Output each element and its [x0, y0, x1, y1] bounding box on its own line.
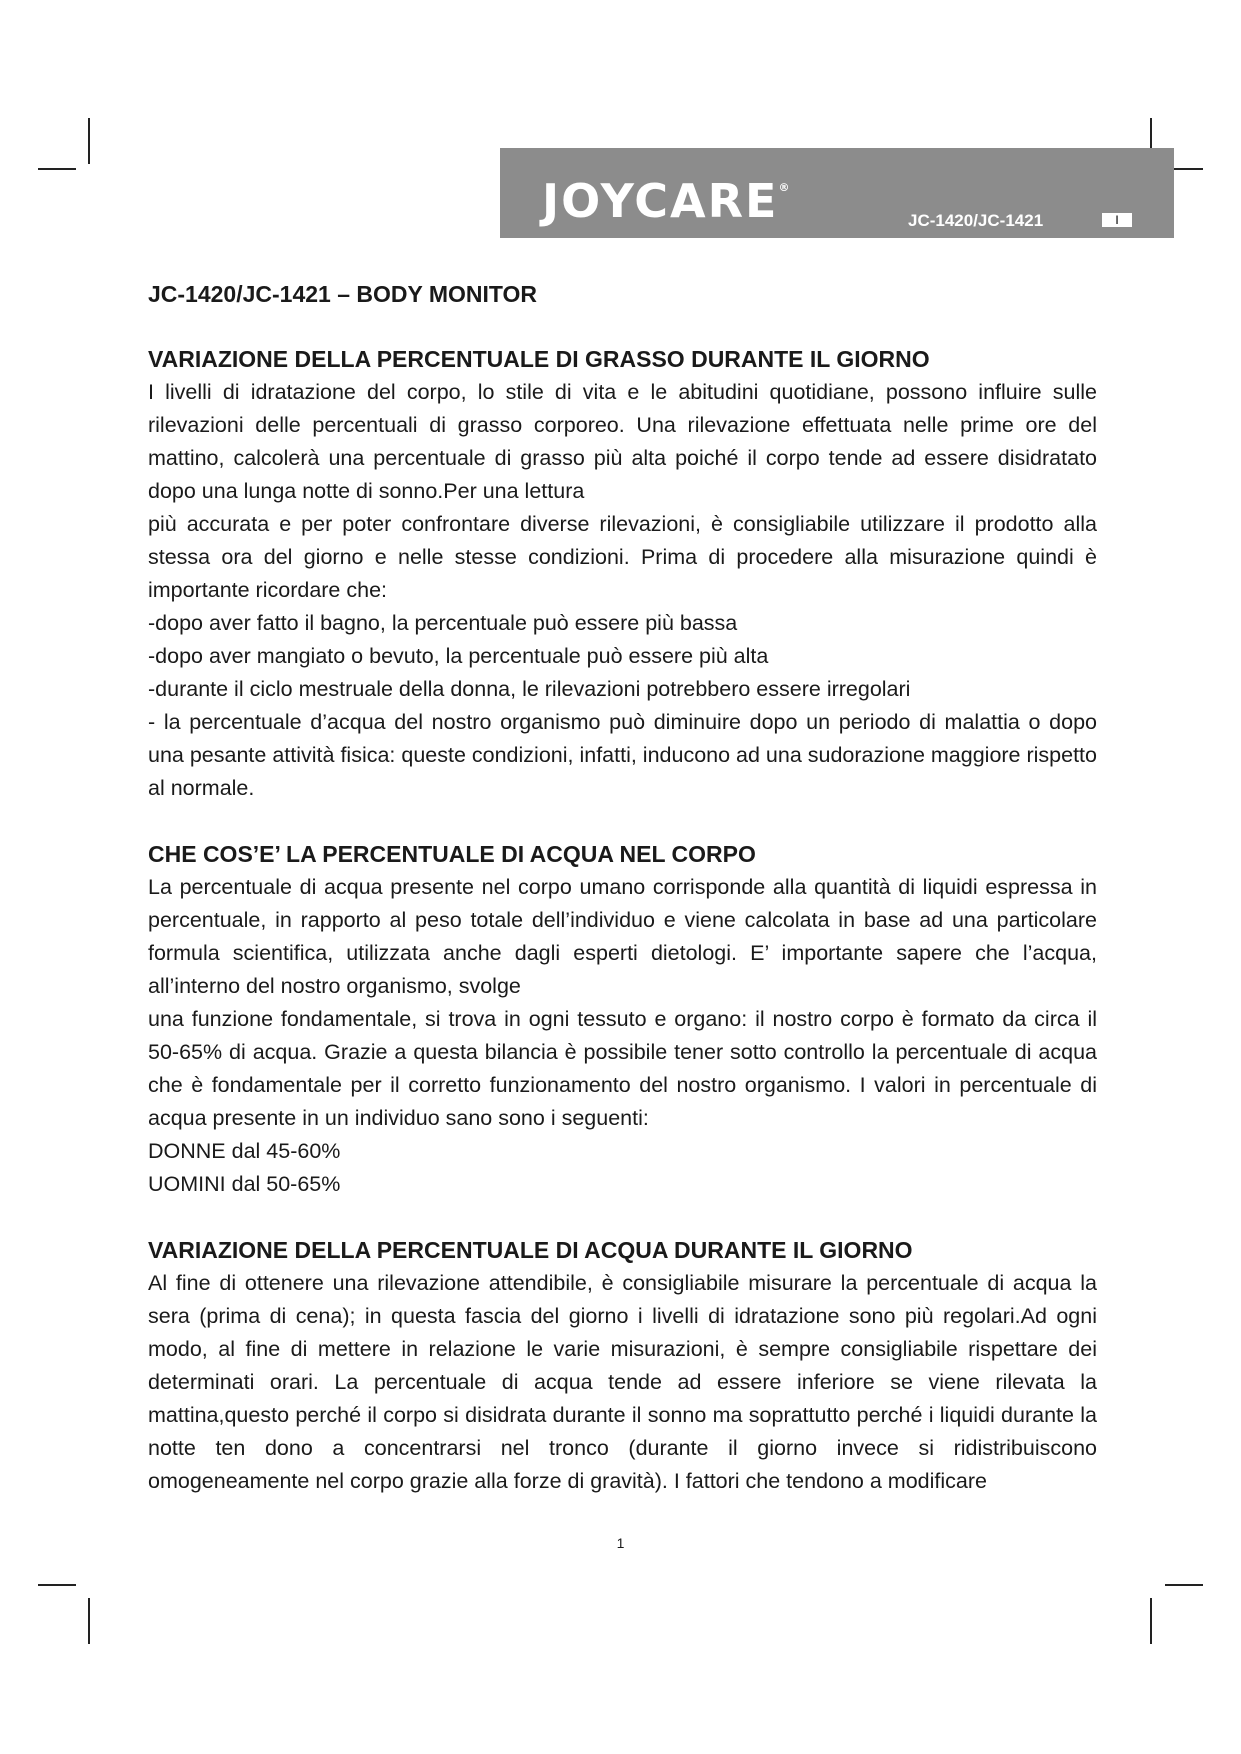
brand-name: JOYCARE — [542, 174, 779, 228]
list-item: DONNE dal 45-60% — [148, 1139, 341, 1163]
section-spacer — [148, 1201, 1097, 1234]
section-title: VARIAZIONE DELLA PERCENTUALE DI GRASSO DURANTE IL GIORNO — [148, 346, 930, 372]
paragraph: La percentuale di acqua presente nel corpo umano corrisponde alla quantità di liquidi espressa in percentuale, in rapporto al peso totale dell’individuo e viene calcolata in base ad una particolare formula scientifica, utilizzata anche dagli esperti dietologi. E’ importante sapere che l’acqua, all’interno del nostro organismo, svolge — [148, 875, 1097, 998]
crop-mark-top-left-vertical — [88, 118, 90, 164]
section-water-variation — [148, 1234, 1097, 1498]
document-title: JC-1420/JC-1421 – BODY MONITOR — [148, 281, 538, 307]
list-item: UOMINI dal 50-65% — [148, 1172, 341, 1196]
section-spacer — [148, 805, 1097, 838]
paragraph: - la percentuale d’acqua del nostro organismo può diminuire dopo un periodo di malattia o dopo una pesante attività fisica: queste condizioni, infatti, inducono ad una sudorazione maggiore rispetto al normale. — [148, 710, 1097, 800]
language-badge: I — [1102, 213, 1132, 227]
paragraph: una funzione fondamentale, si trova in ogni tessuto e organo: il nostro corpo è formato da circa il 50-65% di acqua. Grazie a questa bilancia è possibile tener sotto controllo la percentuale di acqua che è fondamentale per il corretto funzionamento del nostro organismo. I valori in percentuale di acqua presente in un individuo sano sono i seguenti: — [148, 1007, 1097, 1130]
brand-logo — [542, 174, 790, 228]
list-item: -dopo aver mangiato o bevuto, la percentuale può essere più alta — [148, 644, 769, 668]
crop-mark-bottom-right-horizontal — [1165, 1584, 1203, 1586]
crop-mark-bottom-right-vertical — [1150, 1598, 1152, 1644]
section-water-percentage — [148, 838, 1097, 1201]
model-code: JC-1420/JC-1421 — [908, 211, 1044, 230]
header-band — [500, 148, 1174, 238]
section-fat-variation — [148, 343, 1097, 805]
registered-mark: ® — [778, 181, 790, 194]
list-item: -dopo aver fatto il bagno, la percentuale può essere più bassa — [148, 611, 738, 635]
crop-mark-bottom-left-horizontal — [38, 1584, 76, 1586]
document-body — [148, 278, 1097, 1498]
page-number: 1 — [616, 1535, 625, 1551]
section-title: CHE COS’E’ LA PERCENTUALE DI ACQUA NEL CORPO — [148, 841, 756, 867]
crop-mark-top-left-horizontal — [38, 168, 76, 170]
paragraph: I livelli di idratazione del corpo, lo stile di vita e le abitudini quotidiane, possono influire sulle rilevazioni delle percentuali di grasso corporeo. Una rilevazione effettuata nelle prime ore del mattino, calcolerà una percentuale di grasso più alta poiché il corpo tende ad essere disidratato dopo una lunga notte di sonno.Per una lettura — [148, 380, 1097, 503]
crop-mark-bottom-left-vertical — [88, 1598, 90, 1644]
list-item: -durante il ciclo mestruale della donna, le rilevazioni potrebbero essere irregolari — [148, 677, 911, 701]
paragraph: più accurata e per poter confrontare diverse rilevazioni, è consigliabile utilizzare il prodotto alla stessa ora del giorno e nelle stesse condizioni. Prima di procedere alla misurazione quindi è importante ricordare che: — [148, 512, 1097, 602]
paragraph: Al fine di ottenere una rilevazione attendibile, è consigliabile misurare la percentuale di acqua la sera (prima di cena); in questa fascia del giorno i livelli di idratazione sono più regolari.Ad ogni modo, al fine di mettere in relazione le varie misurazioni, è sempre consigliabile rispettare dei determinati orari. La percentuale di acqua tende ad essere inferiore se viene rilevata la mattina,questo perché il corpo si disidrata durante il sonno ma soprattutto perché i liquidi durante la notte ten dono a concentrarsi nel tronco (durante il giorno invece si ridistribuiscono omogeneamente nel corpo grazie alla forze di gravità). I fattori che tendono a modificare — [148, 1271, 1097, 1493]
section-title: VARIAZIONE DELLA PERCENTUALE DI ACQUA DURANTE IL GIORNO — [148, 1237, 913, 1263]
